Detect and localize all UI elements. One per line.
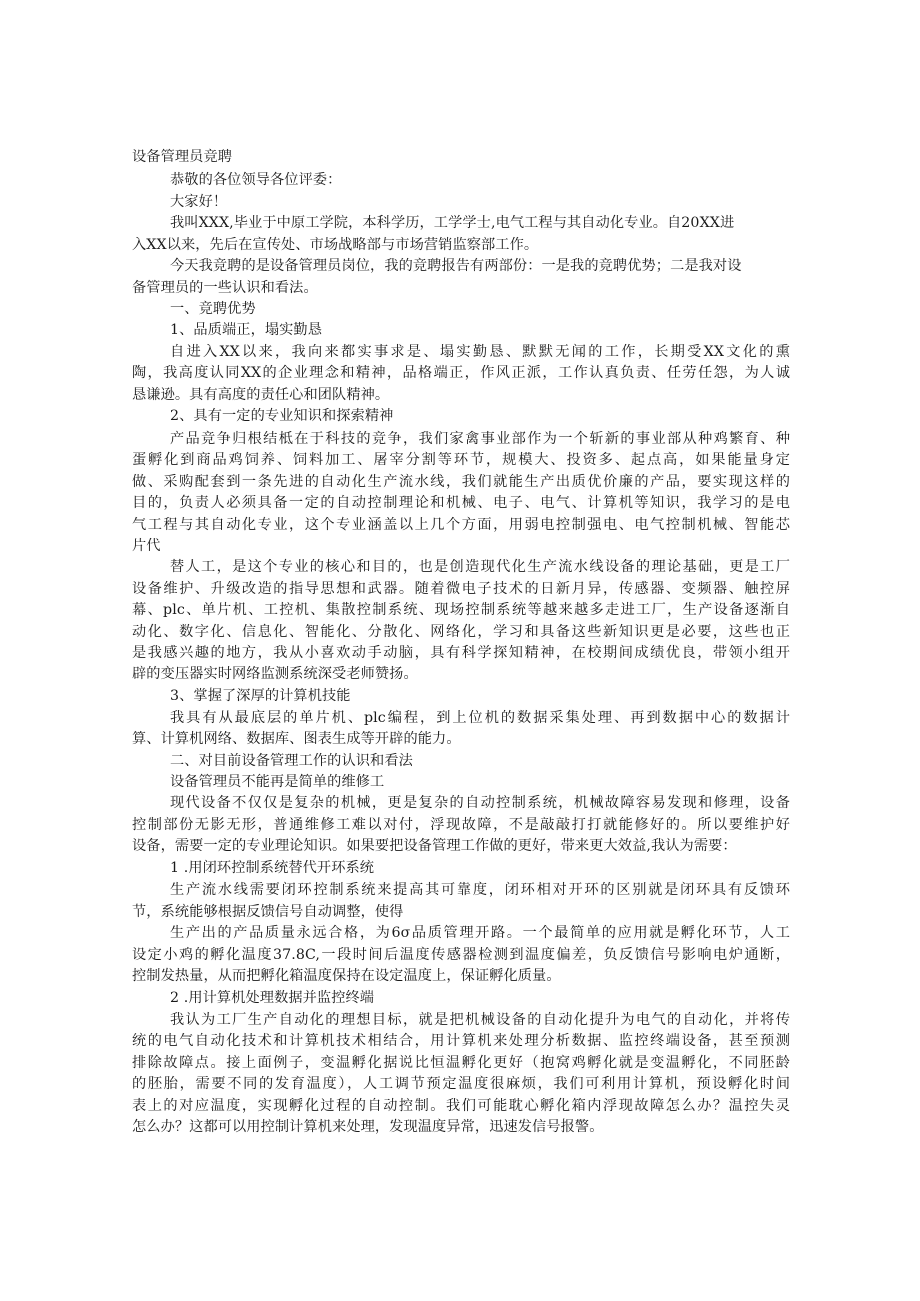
paragraph-line: 生产流水线需要闭环控制系统来提高其可靠度，闭环相对开环的区别就是闭环具有反馈环 (170, 882, 790, 898)
subsection-heading: 1、品质端正，塌实勤恳 (170, 322, 323, 338)
paragraph-line: 生产出的产品质量永远合格，为6σ品质管理开路。一个最简单的应用就是孵化环节，人工 (170, 925, 790, 941)
paragraph-line: 排除故障点。接上面例子，变温孵化据说比恒温孵化更好（抱窝鸡孵化就是变温孵化，不同胚龄 (132, 1055, 790, 1071)
paragraph-line: 气工程与其自动化专业，这个专业涵盖以上几个方面，用弱电控制强电、电气控制机械、智能芯 (132, 517, 790, 533)
paragraph-line: 恳谦逊。具有高度的责任心和团队精神。 (132, 387, 390, 403)
paragraph-line: 产品竞争归根结柢在于科技的竞争，我们家禽事业部作为一个斩新的事业部从种鸡繁育、种 (170, 431, 790, 447)
paragraph-line: 我叫XXX,毕业于中原工学院，本科学历，工学学士,电气工程与其自动化专业。自20XX进 (170, 215, 735, 231)
paragraph-line: 控制发热量，从而把孵化箱温度保持在设定温度上，保证孵化质量。 (132, 968, 561, 984)
paragraph-line: 节，系统能够根据反馈信号自动调整，使得 (132, 904, 404, 920)
paragraph-line: 设备维护、升级改造的指导思想和武器。随着微电子技术的日新月异，传感器、变频器、触控屏 (132, 581, 790, 597)
paragraph-line: 蛋孵化到商品鸡饲养、饲料加工、屠宰分割等环节，规模大、投资多、起点高，如果能量身定 (132, 452, 790, 468)
subsection-heading: 2、具有一定的专业知识和探索精神 (170, 408, 394, 424)
paragraph-line: 辟的变压器实时网络监测系统深受老师赞扬。 (132, 666, 418, 682)
paragraph-line: 今天我竞聘的是设备管理员岗位，我的竞聘报告有两部份：一是我的竞聘优势；二是我对设 (170, 258, 742, 274)
paragraph-line: 是我感兴趣的地方，我从小喜欢动手动脑，具有科学探知精神，在校期间成绩优良，带领小组开 (132, 645, 790, 661)
paragraph-line: 备管理员的一些认识和看法。 (132, 280, 318, 296)
paragraph-line: 替人工，是这个专业的核心和目的，也是创造现代化生产流水线设备的理论基础，更是工厂 (170, 559, 790, 575)
paragraph-line: 我认为工厂生产自动化的理想目标，就是把机械设备的自动化提升为电气的自动化，并将传 (170, 1012, 790, 1028)
subsection-heading: 3、掌握了深厚的计算机技能 (170, 688, 351, 704)
paragraph-line: 现代设备不仅仅是复杂的机械，更是复杂的自动控制系统，机械故障容易发现和修理，设备 (170, 795, 790, 811)
paragraph-line: 怎么办？这都可以用控制计算机来处理，发现温度异常，迅速发信号报警。 (132, 1119, 604, 1135)
paragraph-line: 入XX以来，先后在宣传处、市场战略部与市场营销监察部工作。 (132, 237, 539, 253)
paragraph-line: 动化、数字化、信息化、智能化、分散化、网络化，学习和具备这些新知识更是必要，这些也正 (132, 624, 790, 640)
paragraph-line: 算、计算机网络、数据库、图表生成等开辟的能力。 (132, 731, 461, 747)
section-heading: 一、竞聘优势 (170, 301, 256, 317)
paragraph-line: 的胚胎，需要不同的发育温度），人工调节预定温度很麻烦，我们可利用计算机，预设孵化时间 (132, 1076, 790, 1092)
paragraph-line: 控制部份无影无形，普通维修工难以对付，浮现故障，不是敲敲打打就能修好的。所以要维护好 (132, 817, 790, 833)
section-heading: 二、对目前设备管理工作的认识和看法 (170, 753, 413, 769)
paragraph-line: 自进入XX以来，我向来都实事求是、塌实勤恳、默默无闻的工作，长期受XX文化的熏 (170, 344, 790, 360)
subsection-heading: 1 .用闭环控制系统替代开环系统 (170, 860, 375, 876)
paragraph-line: 幕、plc、单片机、工控机、集散控制系统、现场控制系统等越来越多走进工厂，生产设备逐渐自 (132, 602, 790, 618)
paragraph-line: 统的电气自动化技术和计算机技术相结合，用计算机来处理分析数据、监控终端设备，甚至预测 (132, 1033, 790, 1049)
paragraph-line: 我具有从最底层的单片机、plc编程，到上位机的数据采集处理、再到数据中心的数据计 (170, 710, 790, 726)
paragraph-line: 目的，负责人必须具备一定的自动控制理论和机械、电子、电气、计算机等知识，我学习的是电 (132, 495, 790, 511)
subsection-heading: 2 .用计算机处理数据并监控终端 (170, 990, 375, 1006)
paragraph-line: 设定小鸡的孵化温度37.8C,一段时间后温度传感器检测到温度偏差，负反馈信号影响电炉通断， (132, 947, 790, 963)
paragraph-line: 片代 (132, 538, 161, 554)
greeting-line: 恭敬的各位领导各位评委： (170, 172, 342, 188)
paragraph-line: 陶，我高度认同XX的企业理念和精神，品格端正，作风正派，工作认真负责、任劳任怨，为人诚 (132, 365, 790, 381)
paragraph-line: 设备，需要一定的专业理论知识。如果要把设备管理工作做的更好，带来更大效益,我认为需要： (132, 838, 737, 854)
document-title: 设备管理员竞聘 (132, 149, 233, 165)
subsection-heading: 设备管理员不能再是简单的维修工 (170, 774, 385, 790)
paragraph-line: 表上的对应温度，实现孵化过程的自动控制。我们可能耽心孵化箱内浮现故障怎么办？温控失灵 (132, 1098, 790, 1114)
paragraph-line: 做、采购配套到一条先进的自动化生产流水线，我们就能生产出质优价廉的产品，要实现这样的 (132, 474, 790, 490)
greeting-line: 大家好！ (170, 194, 228, 210)
